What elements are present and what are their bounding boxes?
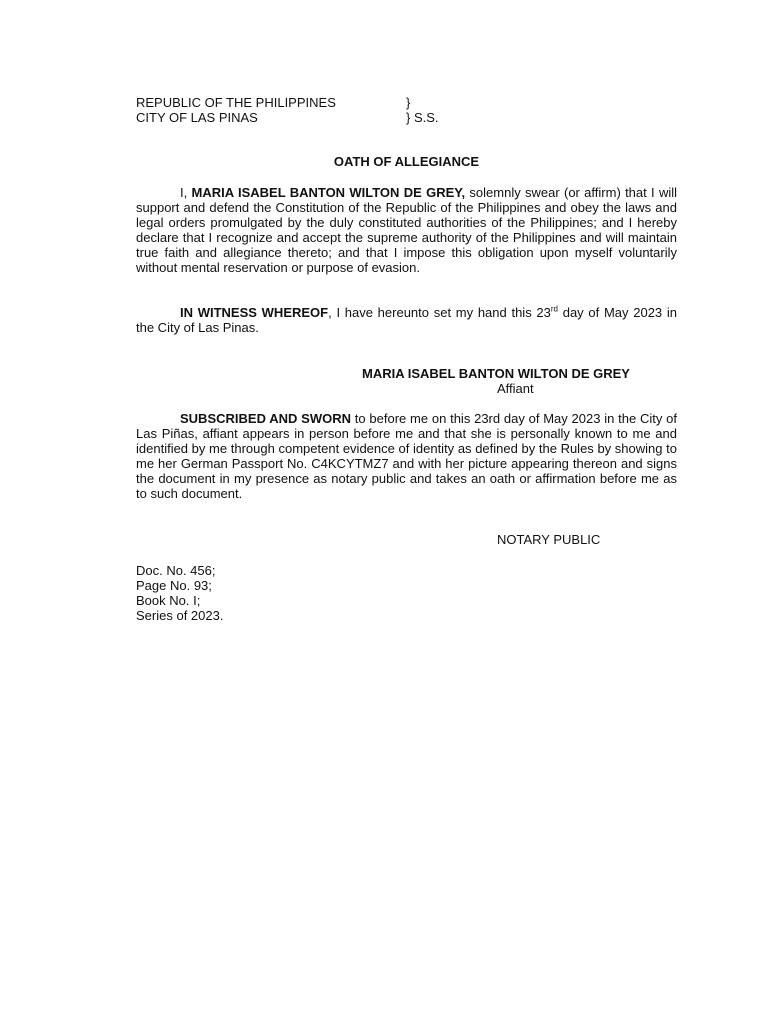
witness-text-end: day of May 2023 in the City of Las Pinas. [136, 305, 677, 335]
jurat-body: to before me on this 23rd day of May 2023 in the City of Las Piñas, affiant appears in person before me and that she is personally known to me and identified by me through competent evidence of identity as defined by the Rules by showing to me her German Passport No. C4KCYTMZ7 and with her picture appearing thereon and signs the document in my presence as notary public and takes an oath or affirmation before me as to such document. [136, 411, 677, 501]
book-number: Book No. I; [136, 593, 201, 608]
document-reference [136, 563, 223, 623]
jurat-paragraph [136, 411, 677, 501]
venue-block [136, 95, 536, 125]
witness-day-suffix: rd [550, 304, 558, 314]
oath-affiant-name: MARIA ISABEL BANTON WILTON DE GREY, [191, 185, 466, 200]
oath-body: solemnly swear (or affirm) that I will support and defend the Constitution of the Republic of the Philippines and obey the laws and legal orders promulgated by the duly constituted authorities of the Philippines; and I hereby declare that I recognize and accept the supreme authority of the Philippines and will maintain true faith and allegiance thereto; and that I impose this obligation upon myself voluntarily without mental reservation or purpose of evasion. [136, 185, 678, 275]
witness-paragraph [136, 305, 677, 335]
oath-paragraph [136, 185, 677, 275]
page-number: Page No. 93; [136, 578, 212, 593]
witness-heading: IN WITNESS WHEREOF [180, 305, 329, 320]
document-title: OATH OF ALLEGIANCE [333, 154, 480, 169]
jurat-heading: SUBSCRIBED AND SWORN [180, 411, 352, 426]
venue-line-city [136, 110, 536, 125]
notary-public-label: NOTARY PUBLIC [497, 532, 601, 547]
doc-number: Doc. No. 456; [136, 563, 216, 578]
affiant-role: Affiant [497, 381, 534, 396]
oath-prefix: I, [180, 185, 188, 200]
venue-country: REPUBLIC OF THE PHILIPPINES [136, 95, 336, 110]
venue-ss: } S.S. [406, 110, 439, 125]
venue-line-country [136, 95, 536, 110]
affiant-name: MARIA ISABEL BANTON WILTON DE GREY [362, 366, 630, 381]
venue-city: CITY OF LAS PINAS [136, 110, 258, 125]
series-year: Series of 2023. [136, 608, 224, 623]
witness-text-start: , I have hereunto set my hand this 23 [328, 305, 551, 320]
venue-brace: } [406, 95, 411, 110]
